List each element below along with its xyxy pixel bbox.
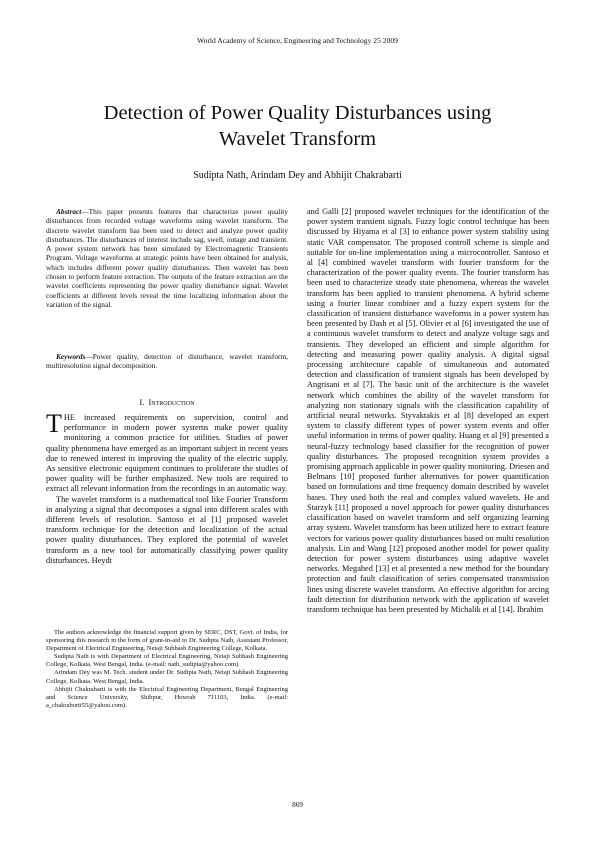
intro-paragraph-1-text: HE increased requirements on supervision, control and performance in modern power systems make power quality monitoring a common practice for utilities. Studies of power quality phenomena have emerged as an important subject in recent years due to renewed interest in improving the quality of the electric supply. As sensitive electronic equipment continues to proliferate the studies of power quality will be further emphasized. New tools are required to extract all relevant information from the recordings in an automatic way. [46,413,288,494]
author-list: Sudipta Nath, Arindam Dey and Abhijit Chakrabarti [193,170,402,181]
footnote-author-2: Arindam Dey was M. Tech. student under Dr. Sudipta Nath, Netaji Subhash Engineering College, Kolkata. West Bengal, India. [46,669,288,685]
footnote-funding: The authors acknowledge the financial support given by SERC, DST, Govt. of India, for sponsoring this research in the form of grant-in-aid to Dr. Sudipta Nath, Assistant Professor, Department of Electrical Engineering, Netaji Subhash Engineering College, Kolkata. [46,629,288,653]
footnotes [46,629,288,710]
intro-paragraph-2: The wavelet transform is a mathematical tool like Fourier Transform in analyzing a signal that decomposes a signal into different scales with different levels of resolution. Santoso et al [1] proposed wavelet transform technique for the detection and localization of the actual power quality disturbances. They explored the potential of wavelet transform as a new tool for automatically classifying power quality disturbances. Heydt [46,494,288,565]
footnote-author-3: Abhijit Chakrabarti is with the Electrical Engineering Department, Bengal Engineering and Science University, Shibpur, Howrah 711103, India. (e-mail: a_chakraborti55@yahoo.com). [46,685,288,709]
right-column-body: and Galli [2] proposed wavelet techniques for the identification of the power system transient signals. Fuzzy logic control technique has been discussed by Hiyama et al [3] to enhance power system stability using static VAR compensator. The proposed controll scheme is simple and suitable for on-line implementation using a microcontroller. Santoso et al [4] combined wavelet transform with fourier transform for the characterization of the power quality events. The fourier transform has been used to characterize steady state phenomena, whereas the wavelet transform has been applied to transient phenomena. A hybrid scheme using a fourier linear combiner and a fuzzy expert system for the classification of transient disturbance waveforms in a power system has been presented by Dash et al [5]. Olivier et al [6] investigated the use of a continuous wavelet transform to detect and analyze voltage sags and transients. They developed an efficient and simple algorithm for detecting and measuring power quality analysis. A digital signal processing architecture capable of simultaneous and automated detection and classification of transient signals has been developed by Angrisani et al [7]. The basic unit of the architecture is the wavelet network which combines the ability of the wavelet transform for analyzing non stationary signals with the classification capability of artificial neural networks. Styvaktakis et al [8] developed an expert system to classify different types of power system events and offer useful information in terms of power quality. Huang et al [9] presented a neural-fuzzy technology based classifier for the recognition of power quality disturbances. The proposed recognition system provides a promising approach applicable in power quality monitoring. Driesen and Belmans [10] proposed further alternatives for power quantification based on formulations and time frequency domain described by wavelet bases. They used both the real and complex valued wavelets. He and Starzyk [11] proposed a novel approach for power quality disturbances classification based on wavelet transform and self organizing learning array system. Wavelet transform has been utilized here to extract feature vectors for various power quality disturbances based on multi resolution analysis. Lin and Wang [12] proposed another model for power quality detection for power system disturbances using adaptive wavelet networks. Megahed [13] et al presented a new method for the boundary protection and fault classification of series compensated transmission lines using discrete wavelet transform. An effective algorithm for arcing fault detection for distribution network with the application of wavelet transform technique has been presented by Michalik et al [14]. Ibrahim [307,207,549,614]
section-heading-introduction [46,398,288,408]
section-title: Introduction [148,398,195,407]
abstract-text: —This paper presents features that characterize power quality disturbances from recorded voltage waveforms using wavelet transform. The discrete wavelet transform has been used to detect and analyze power quality disturbances. The disturbances of interest include sag, swell, outage and transient. A power system network has been simulated by Electromagnetic Transients Program. Voltage waveforms at strategic points have been obtained for analysis, which includes different power quality disturbances. Then wavelet has been chosen to perform feature extraction. The outputs of the feature extraction are the wavelet coefficients representing the power quality disturbance signal. Wavelet coefficients at different levels reveal the time localizing information about the variation of the signal. [46,207,288,309]
page-number: 869 [292,801,303,809]
title-line-2: Wavelet Transform [218,128,377,150]
abstract [46,207,288,309]
title-line-1: Detection of Power Quality Disturbances using [103,102,492,124]
keywords [46,352,288,371]
paper-title [60,100,535,152]
section-number: I. [139,398,145,407]
abstract-label: Abstract [56,207,82,216]
intro-paragraph-1 [46,409,288,495]
journal-header: World Academy of Science, Engineering and Technology 25 2009 [197,36,398,45]
footnote-author-1: Sudipta Nath is with Department of Electrical Engineering, Netaji Subhash Engineering College, Kolkata. West Bengal, India. (e-mail: nath_sudipta@yahoo.com). [46,653,288,669]
keywords-text: —Power quality, detection of disturbance, wavelet transform, multiresolution signal decomposition. [46,352,288,371]
drop-cap: T [46,409,62,438]
introduction-body [46,409,288,566]
keywords-label: Keywords [56,352,86,361]
